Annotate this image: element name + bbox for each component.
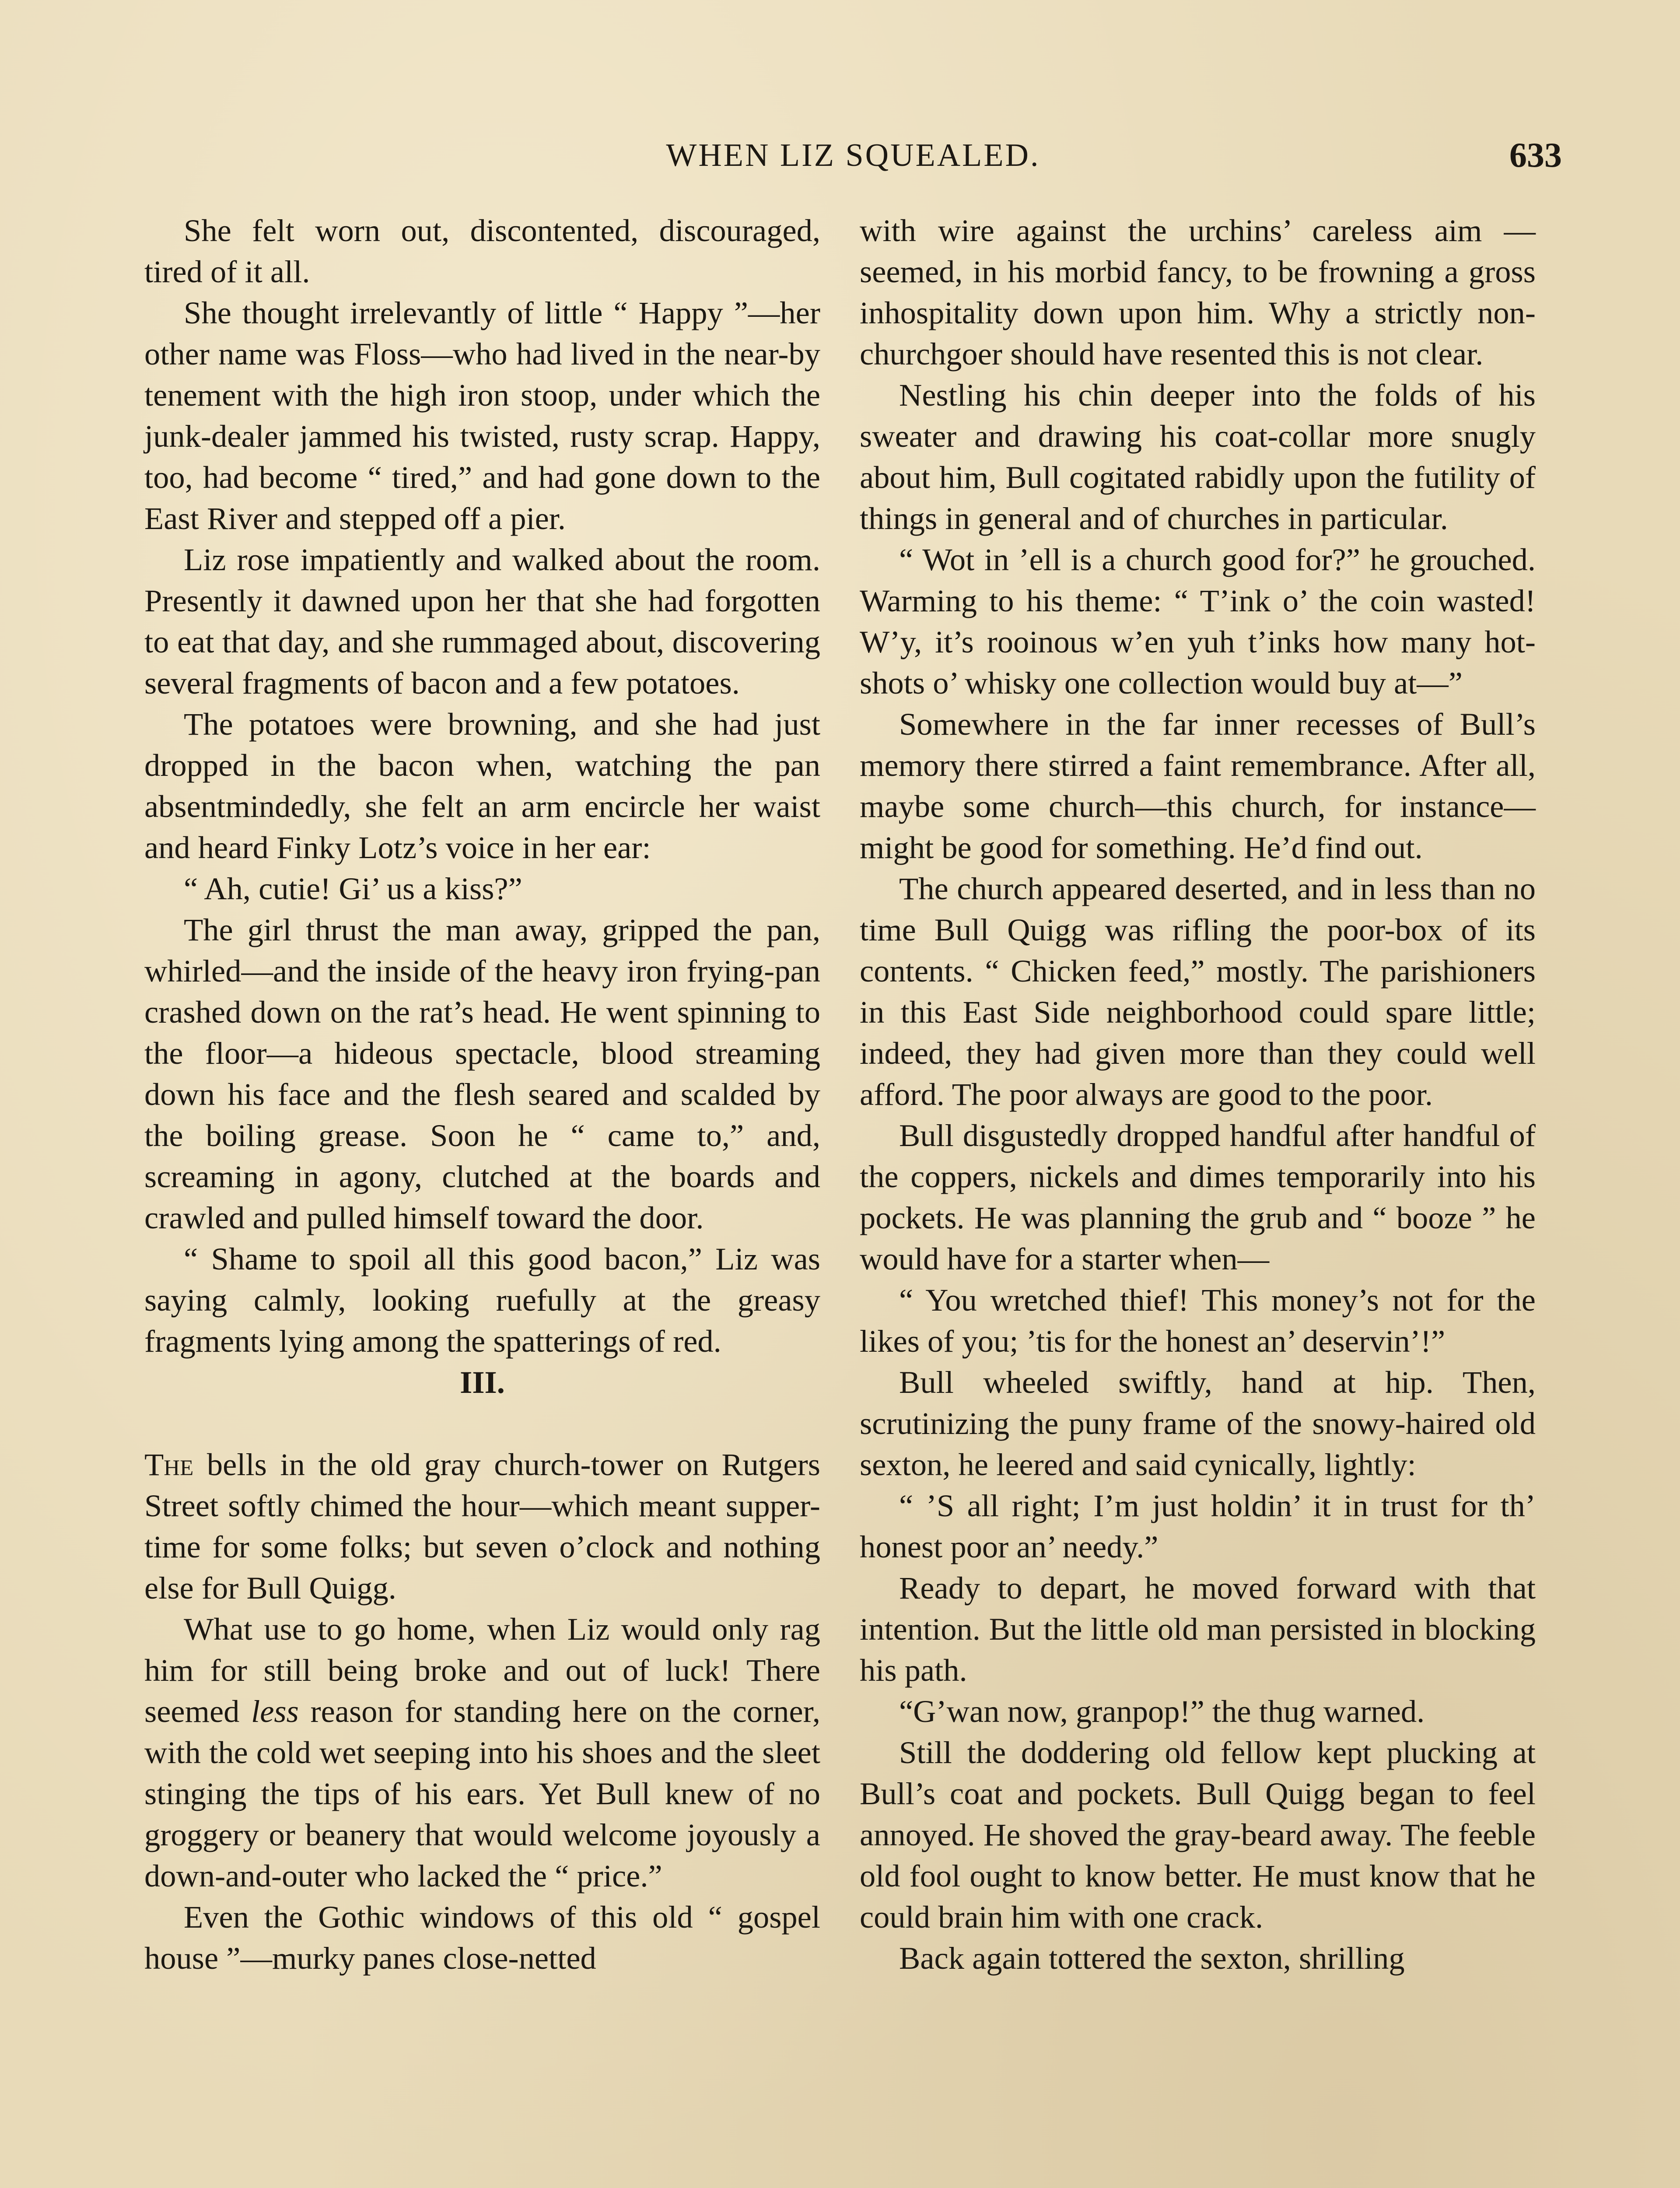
paragraph: Back again tottered the sexton, shrilling	[899, 1940, 1405, 1976]
paragraph: “ You wretched thief! This money’s not for the likes of you; ’tis for the honest an’ deservin’!”	[860, 1282, 1536, 1359]
page-number: 633	[1509, 136, 1562, 175]
paragraph: “ Shame to spoil all this good bacon,” Liz was saying calmly, looking ruefully at the greasy fragments lying among the spatterings of red.	[144, 1241, 820, 1359]
paragraph: “G’wan now, granpop!” the thug warned.	[899, 1694, 1425, 1729]
paragraph: The church appeared deserted, and in less than no time Bull Quigg was rifling the poor-box of its contents. “ Chicken feed,” mostly. The parishioners in this East Side neighborhood could spare little; indeed, they had given more than they could well afford. The poor always are good to the poor.	[860, 871, 1536, 1112]
paragraph: Still the doddering old fellow kept plucking at Bull’s coat and pockets. Bull Quigg began to feel annoyed. He shoved the gray-beard away. The feeble old fool ought to know better. He must know that he could brain him with one crack.	[860, 1735, 1536, 1935]
paragraph: Nestling his chin deeper into the folds of his sweater and drawing his coat-collar more snugly about him, Bull cogitated rabidly upon the futility of things in general and of churches in particular.	[860, 377, 1536, 536]
paragraph: Somewhere in the far inner recesses of Bull’s memory there stirred a faint remembrance. After all, maybe some church—this church, for instance—might be good for something. He’d find out.	[860, 706, 1536, 865]
paragraph: The potatoes were browning, and she had just dropped in the bacon when, watching the pan absentmindedly, she felt an arm encircle her waist and heard Finky Lotz’s voice in her ear:	[144, 706, 820, 865]
page-header	[144, 131, 1562, 179]
paragraph: Even the Gothic windows of this old “ gospel house ”—murky panes close-netted	[144, 1899, 820, 1976]
left-column	[144, 210, 820, 1979]
paragraph: “ Wot in ’ell is a church good for?” he grouched. Warming to his theme: “ T’ink o’ the coin wasted! W’y, it’s rooinous w’en yuh t’inks how many hot-shots o’ whisky one collection would buy at—”	[860, 542, 1536, 701]
right-column	[860, 210, 1536, 1979]
lead-word: The	[144, 1447, 194, 1482]
italic-word: less	[251, 1694, 299, 1729]
paragraph: Liz rose impatiently and walked about the room. Presently it dawned upon her that she had forgotten to eat that day, and she rummaged about, discovering several fragments of bacon and a few potatoes.	[144, 542, 820, 701]
paragraph-continued: with wire against the urchins’ careless aim —seemed, in his morbid fancy, to be frowning a gross inhospitality down upon him. Why a strictly non-churchgoer should have resented this is not clear.	[860, 213, 1536, 372]
paragraph	[144, 1444, 820, 1609]
paragraph-text: reason for standing here on the corner, with the cold wet seeping into his shoes and the sleet stinging the tips of his ears. Yet Bull knew of no groggery or beanery that would welcome joyously a down-and-outer who lacked the “ price.”	[144, 1694, 820, 1893]
paragraph: Bull disgustedly dropped handful after handful of the coppers, nickels and dimes temporarily into his pockets. He was planning the grub and “ booze ” he would have for a starter when—	[860, 1118, 1536, 1276]
paragraph: “ Ah, cutie! Gi’ us a kiss?”	[184, 871, 522, 906]
paragraph: “ ’S all right; I’m just holdin’ it in trust for th’ honest poor an’ needy.”	[860, 1488, 1536, 1564]
paragraph: Ready to depart, he moved forward with that intention. But the little old man persisted in blocking his path.	[860, 1570, 1536, 1688]
paragraph: She felt worn out, discontented, discouraged, tired of it all.	[144, 213, 820, 289]
paragraph-text: What use to go home, when Liz would only rag him for still being broke and out of luck! There seemed	[144, 1611, 820, 1729]
paragraph: The girl thrust the man away, gripped the pan, whirled—and the inside of the heavy iron frying-pan crashed down on the rat’s head. He went spinning to the floor—a hideous spectacle, blood streaming down his face and the flesh seared and scalded by the boiling grease. Soon he “ came to,” and, screaming in agony, clutched at the boards and crawled and pulled himself toward the door.	[144, 912, 820, 1235]
paragraph: Bull wheeled swiftly, hand at hip. Then, scrutinizing the puny frame of the snowy-haired old sexton, he leered and said cynically, lightly:	[860, 1364, 1536, 1482]
paragraph-text: bells in the old gray church-tower on Rutgers Street softly chimed the hour—which meant supper-time for some folks; but seven o’clock and nothing else for Bull Quigg.	[144, 1447, 820, 1606]
running-title: WHEN LIZ SQUEALED.	[666, 137, 1040, 173]
section-heading: III.	[460, 1364, 505, 1400]
paragraph	[144, 1609, 820, 1897]
paragraph: She thought irrelevantly of little “ Happy ”—her other name was Floss—who had lived in the near-by tenement with the high iron stoop, under which the junk-dealer jammed his twisted, rusty scrap. Happy, too, had become “ tired,” and had gone down to the East River and stepped off a pier.	[144, 295, 820, 536]
